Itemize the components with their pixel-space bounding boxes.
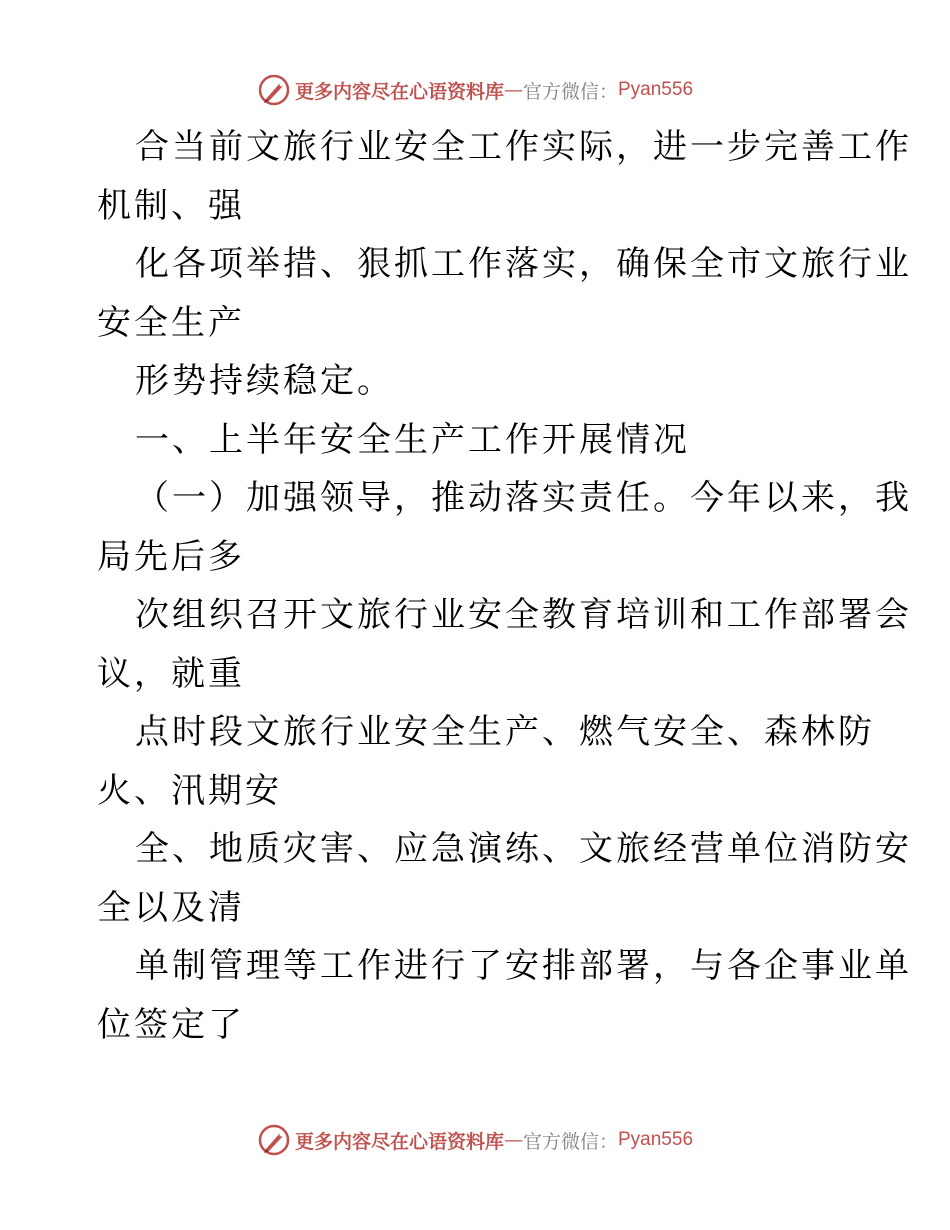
- watermark-wechat-id: Pyan556: [618, 79, 694, 100]
- body-line: 机制、强: [97, 185, 245, 226]
- pen-logo-icon: [257, 1123, 291, 1157]
- body-line: 安全生产: [97, 302, 245, 343]
- body-line: 议，就重: [97, 653, 245, 694]
- watermark-wechat-label: 官方微信：: [522, 1130, 618, 1153]
- body-line: 全、地质灾害、应急演练、文旅经营单位消防安: [135, 829, 912, 869]
- body-line: （一）加强领导，推动落实责任。今年以来，我: [135, 478, 912, 518]
- watermark-wechat-label: 官方微信：: [522, 80, 618, 103]
- header-watermark: [0, 70, 950, 110]
- body-line: 火、汛期安: [97, 770, 282, 811]
- watermark-dash: —: [503, 1129, 523, 1151]
- watermark-title: 更多内容尽在心语资料库: [294, 80, 504, 103]
- body-line: 局先后多: [97, 536, 245, 577]
- watermark-title: 更多内容尽在心语资料库: [294, 1130, 504, 1153]
- body-line: 合当前文旅行业安全工作实际，进一步完善工作: [135, 127, 912, 167]
- body-line: 次组织召开文旅行业安全教育培训和工作部署会: [135, 595, 912, 635]
- body-line: 化各项举措、狠抓工作落实，确保全市文旅行业: [135, 244, 912, 284]
- body-line: 位签定了: [97, 1004, 245, 1045]
- body-line: 单制管理等工作进行了安排部署，与各企事业单: [135, 946, 912, 986]
- watermark-dash: —: [503, 79, 523, 101]
- watermark-wechat-id: Pyan556: [618, 1129, 694, 1150]
- body-line: 形势持续稳定。: [135, 361, 394, 401]
- document-body: [97, 118, 912, 1054]
- pen-logo-icon: [257, 73, 291, 107]
- body-line: 点时段文旅行业安全生产、燃气安全、森林防: [135, 712, 875, 752]
- section-heading: 一、上半年安全生产工作开展情况: [135, 419, 690, 460]
- footer-watermark: [0, 1120, 950, 1160]
- body-line: 全以及清: [97, 887, 245, 928]
